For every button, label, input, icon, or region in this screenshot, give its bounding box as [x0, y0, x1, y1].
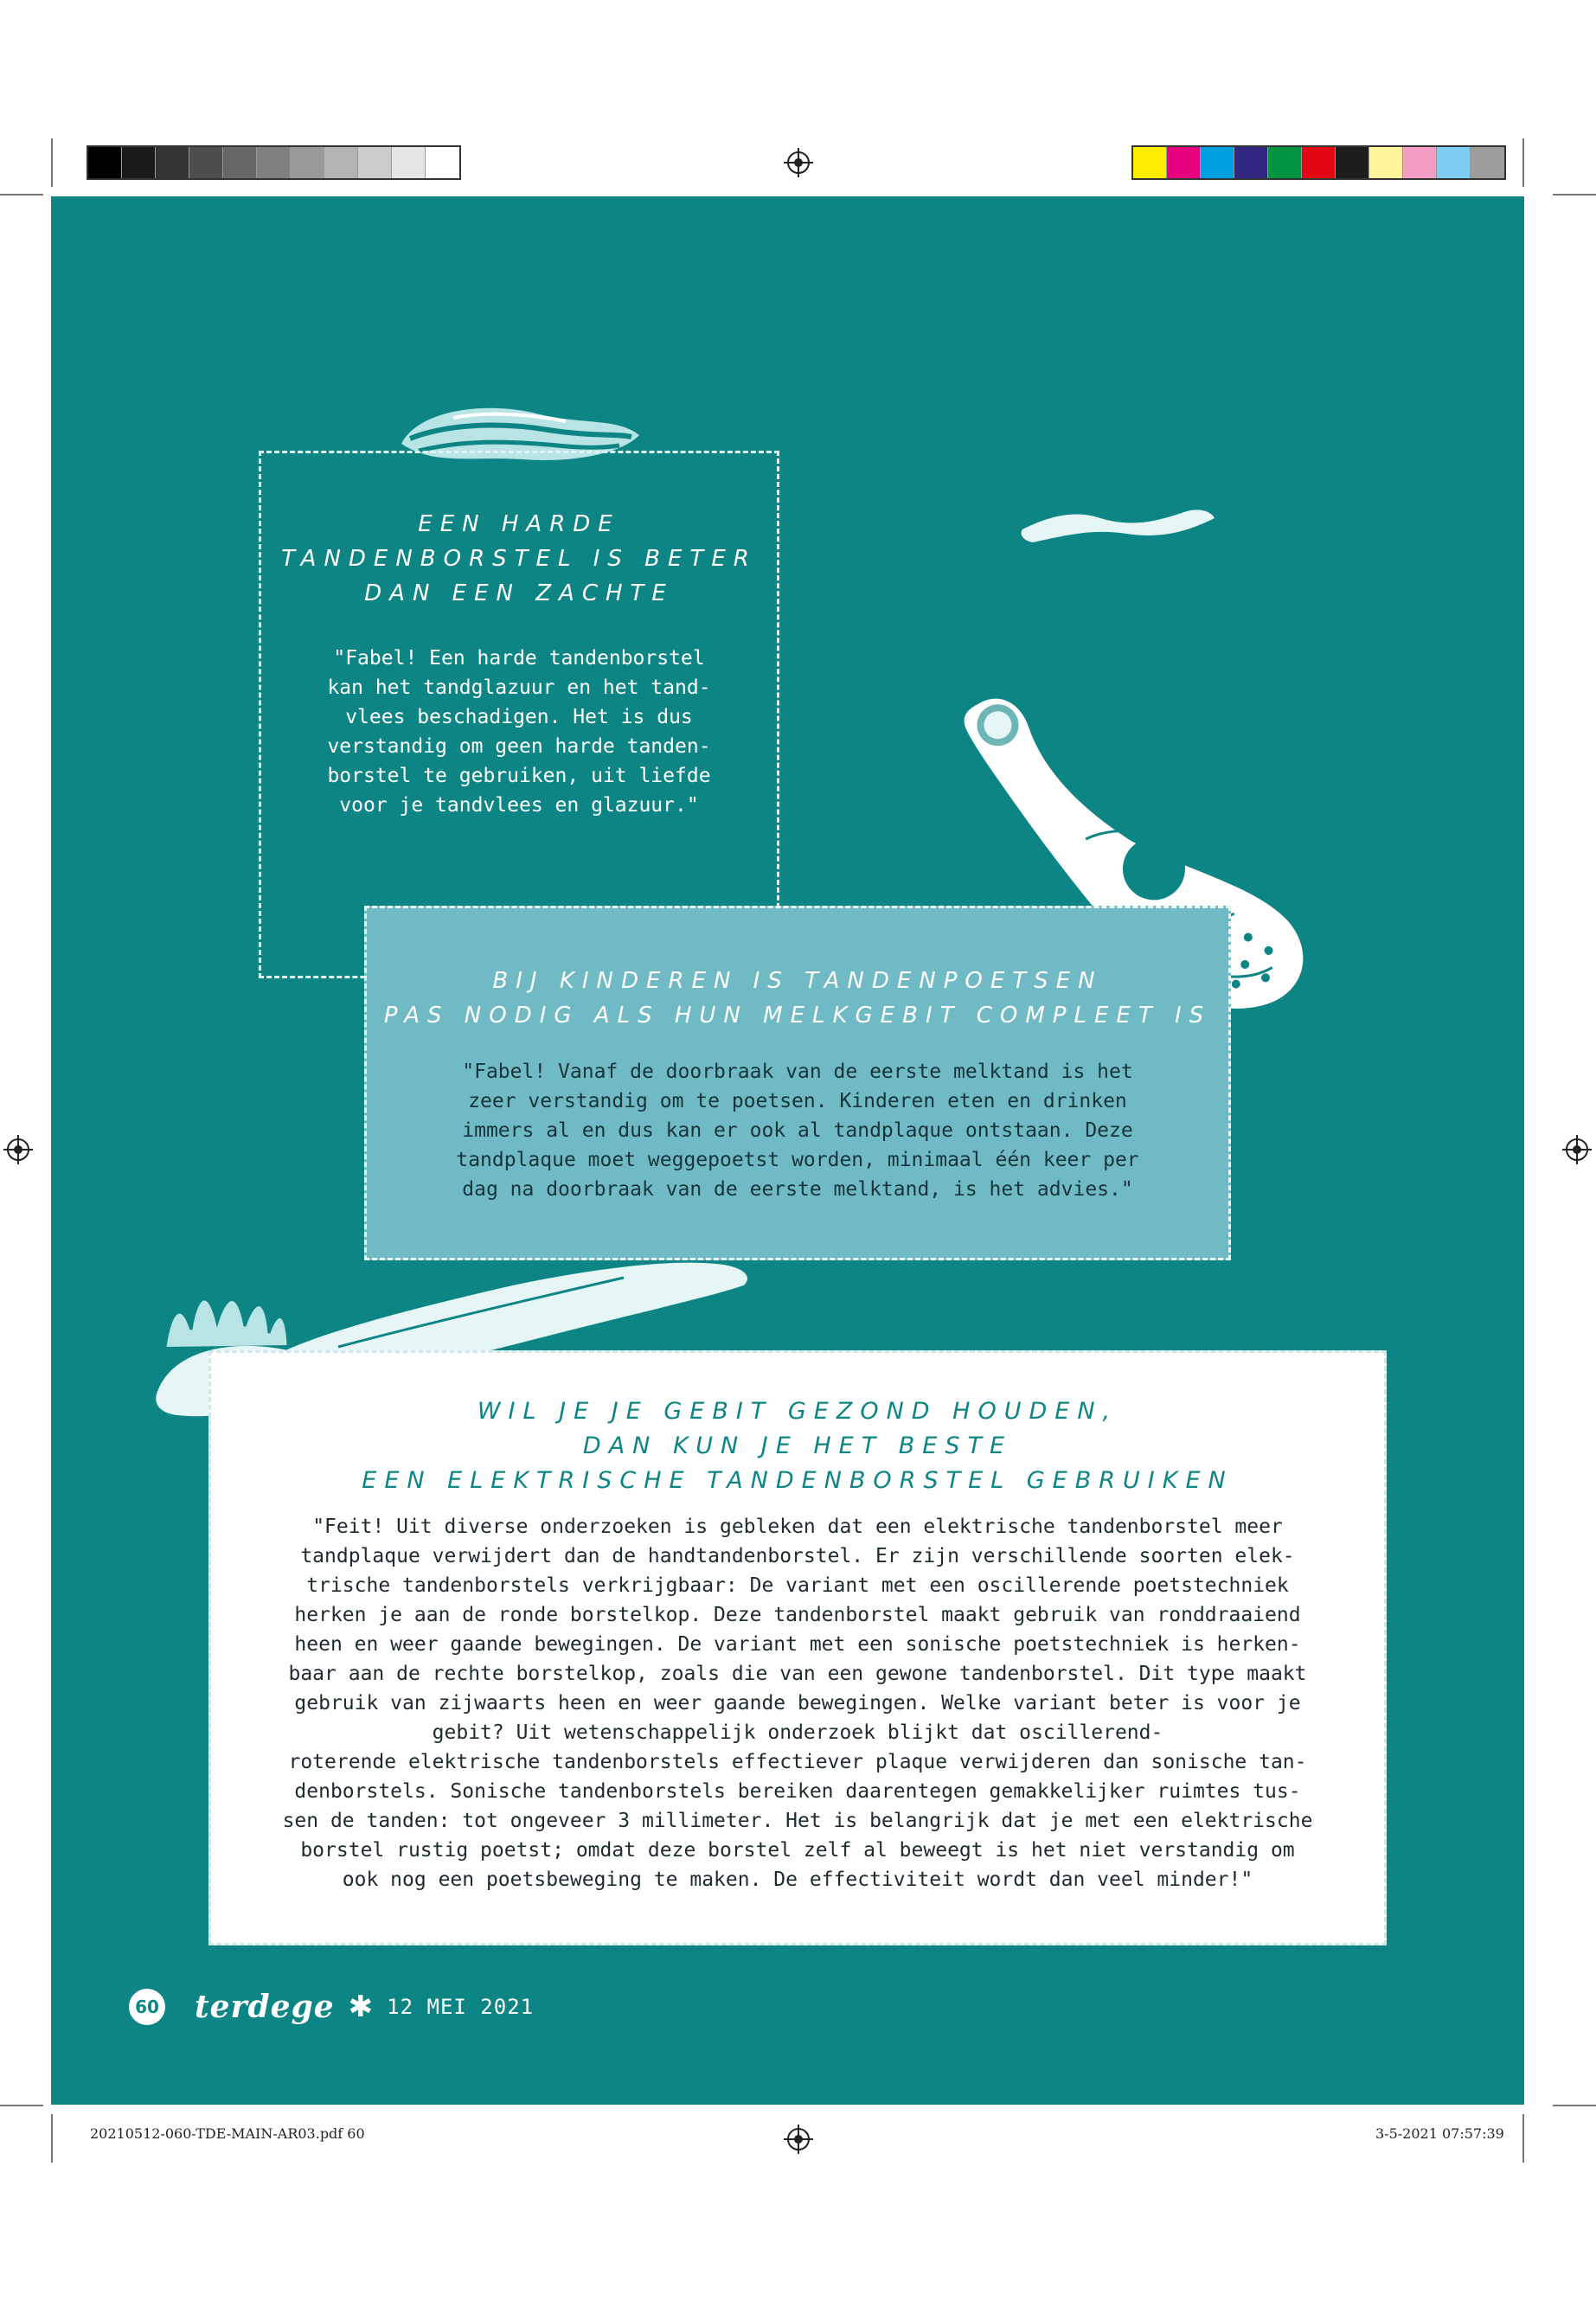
colour-swatch	[1336, 147, 1369, 178]
grey-swatch	[223, 147, 257, 178]
fact-box-electric-brush	[208, 1350, 1387, 1945]
myth-box-hard-brush	[259, 451, 779, 978]
teal-page	[51, 196, 1524, 2105]
registration-mark-left	[7, 1138, 29, 1161]
grey-swatch	[324, 147, 358, 178]
grey-swatch	[189, 147, 223, 178]
grey-swatch	[426, 147, 459, 178]
section-body: "Fabel! Een harde tandenborstel kan het tandglazuur en het tand- vlees beschadigen. Het is dus verstandig om geen harde tanden- borstel te gebruiken, uit liefde voor je tandvlees en glazuur."	[327, 647, 711, 817]
crop-mark	[0, 2105, 43, 2106]
crop-mark	[1522, 138, 1524, 187]
page-footer	[129, 1985, 534, 2029]
issue-date: 12 MEI 2021	[387, 1995, 535, 2019]
crop-mark	[1553, 194, 1596, 195]
grey-swatch	[291, 147, 324, 178]
colour-swatch	[1167, 147, 1201, 178]
section-heading: WIL JE JE GEBIT GEZOND HOUDEN, DAN KUN JE HET BESTE EEN ELEKTRISCHE TANDENBORSTEL GEBRUIKEN	[362, 1398, 1234, 1494]
colour-swatch	[1403, 147, 1437, 178]
section-heading: BIJ KINDEREN IS TANDENPOETSEN PAS NODIG ALS HUN MELKGEBIT COMPLEET IS	[383, 968, 1212, 1029]
section-body: "Feit! Uit diverse onderzoeken is gebleken dat een elektrische tandenborstel meer tandplaque verwijdert dan de handtandenborstel. Er zijn verschillende soorten elek- trische tandenborstels verkrijgbaar: De variant met een oscillerende poetstechniek herken je aan de ronde borstelkop. Deze tandenborstel maakt gebruik van ronddraaiend heen en weer gaande bewegingen. De variant met een sonische poetstechniek is herken- baar aan de rechte borstelkop, zoals die van een gewone tandenborstel. Dit type maakt gebruik van zijwaarts heen en weer gaande bewegingen. Welke variant beter is voor je gebit? Uit wetenschappelijk onderzoek blijkt dat oscillerend- roterende elektrische tandenborstels effectiever plaque verwijderen dan sonische tan- denborstels. Sonische tandenborstels bereiken daarentegen gemakkelijker ruimtes tus- sen de tanden: tot ongeveer 3 millimeter. Het is belangrijk dat je met een elektrische borstel rustig poetst; omdat deze borstel zelf al beweegt is het niet verstandig om ook nog een poetsbeweging te maken. De effectiviteit wordt dan veel minder!"	[282, 1516, 1313, 1891]
colour-swatch	[1369, 147, 1403, 178]
crop-mark	[51, 138, 53, 187]
colour-swatch	[1302, 147, 1336, 178]
crop-mark	[51, 2114, 53, 2163]
grey-swatch	[122, 147, 156, 178]
crop-mark	[0, 194, 43, 195]
crop-mark	[1522, 2114, 1524, 2163]
registration-mark-top	[787, 151, 810, 174]
grey-swatch	[392, 147, 426, 178]
print-slug-timestamp: 3-5-2021 07:57:39	[1375, 2125, 1504, 2142]
colour-swatch	[1437, 147, 1471, 178]
greyscale-bar	[87, 145, 461, 180]
registration-mark-bottom	[787, 2128, 810, 2150]
colour-swatch	[1201, 147, 1234, 178]
section-heading: EEN HARDE TANDENBORSTEL IS BETER DAN EEN ZACHTE	[281, 511, 757, 606]
section-body: "Fabel! Vanaf de doorbraak van de eerste melktand is het zeer verstandig om te poetsen. Kinderen eten en drinken immers al en dus kan er ook al tandplaque ontstaan. Deze tandplaque moet weggepoetst worden, minimaal één keer per dag na doorbraak van de eerste melktand, is het advies."	[456, 1061, 1139, 1201]
grey-swatch	[257, 147, 291, 178]
grey-swatch	[156, 147, 189, 178]
grey-swatch	[88, 147, 122, 178]
magazine-logo: terdege	[195, 1989, 335, 2025]
toothpaste-squiggle-icon	[1014, 490, 1221, 560]
grey-swatch	[358, 147, 392, 178]
page-number: 60	[129, 1989, 165, 2025]
crop-mark	[1553, 2105, 1596, 2106]
colour-swatch	[1471, 147, 1504, 178]
colour-bar	[1131, 145, 1506, 180]
registration-mark-right	[1566, 1138, 1588, 1161]
print-slug-filename: 20210512-060-TDE-MAIN-AR03.pdf 60	[90, 2125, 365, 2142]
colour-swatch	[1234, 147, 1268, 178]
colour-swatch	[1133, 147, 1167, 178]
star-separator: ✱	[348, 1990, 374, 2024]
colour-swatch	[1268, 147, 1302, 178]
myth-box-children-brushing	[364, 906, 1231, 1260]
